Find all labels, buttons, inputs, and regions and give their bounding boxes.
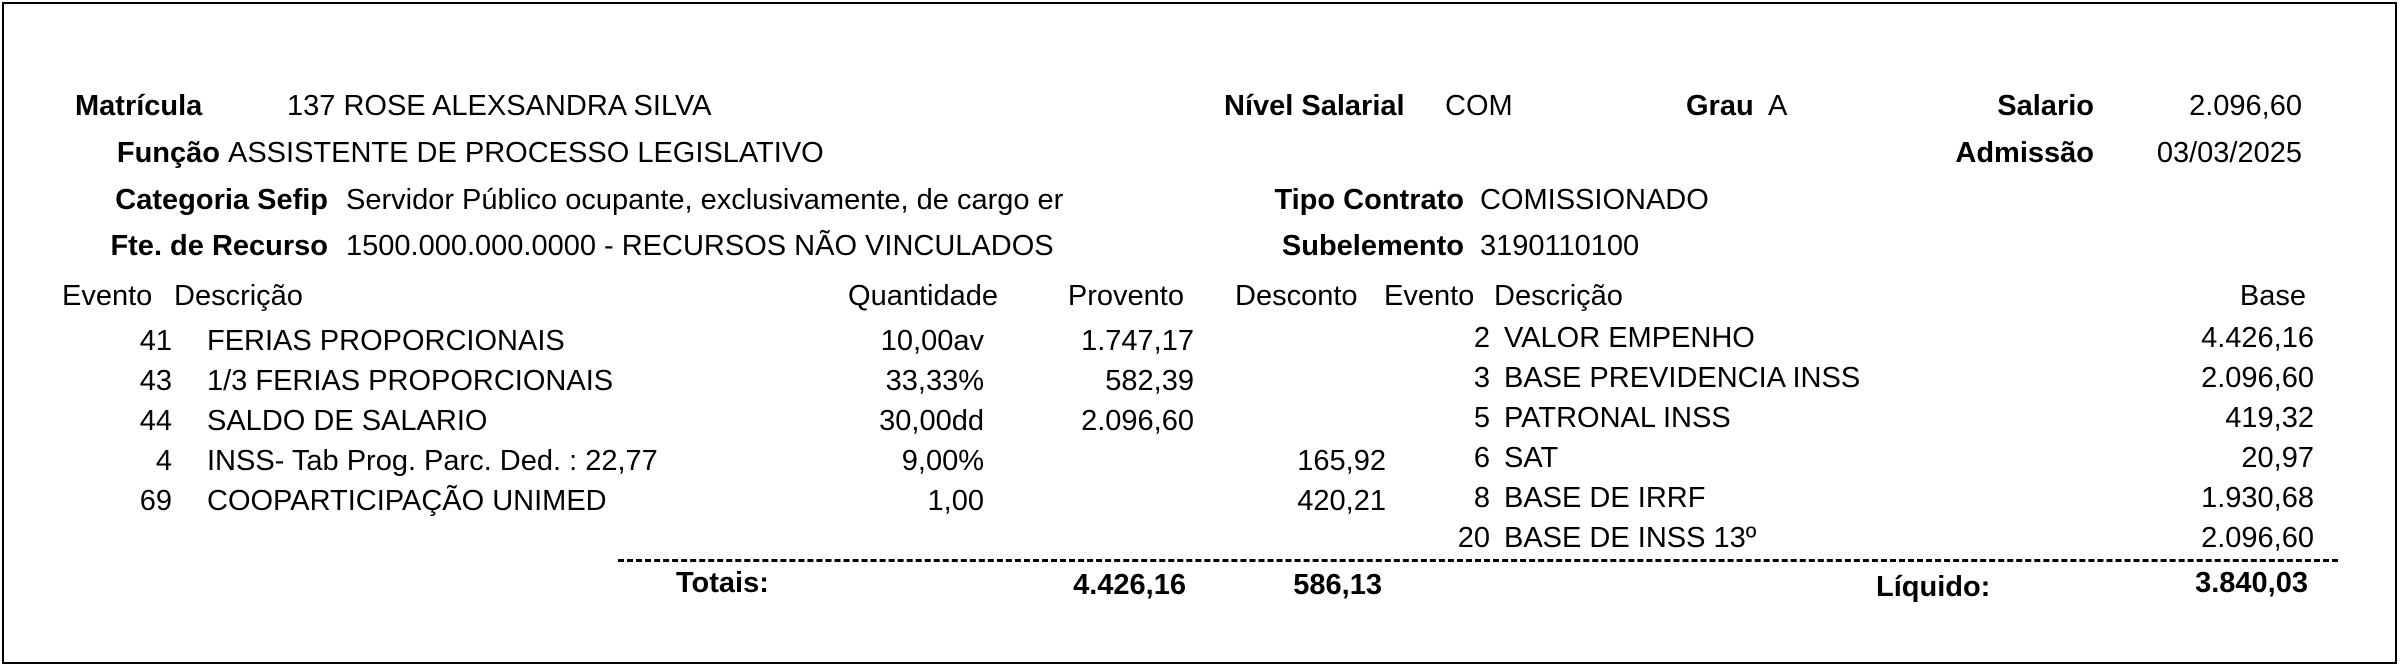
event-description: SALDO DE SALARIO [207, 405, 488, 437]
base-value: 2.096,60 [2201, 522, 2314, 554]
event-provento: 1.747,17 [1081, 325, 1194, 357]
fonte-recurso-value: 1500.000.000.0000 - RECURSOS NÃO VINCULADOS [346, 230, 1054, 262]
grau-label: Grau [1686, 90, 1754, 122]
col-provento: Provento [1067, 280, 1184, 312]
totals-desconto: 586,13 [1293, 569, 1382, 601]
base-code: 5 [1473, 402, 1490, 434]
tipo-contrato-value: COMISSIONADO [1480, 184, 1709, 216]
base-description: SAT [1504, 442, 1559, 474]
funcao-label: Função [116, 137, 220, 169]
base-code: 6 [1473, 442, 1490, 474]
event-quantity: 30,00dd [879, 405, 984, 437]
event-code: 41 [139, 325, 172, 357]
subelemento-label: Subelemento [1281, 230, 1464, 262]
col-desconto: Desconto [1235, 280, 1358, 312]
col-descricao: Descrição [174, 280, 303, 312]
col-base: Base [2239, 280, 2306, 312]
categoria-sefip-value: Servidor Público ocupante, exclusivamente, de cargo er [346, 184, 1064, 216]
col-quantidade: Quantidade [848, 280, 998, 312]
matricula-label: Matrícula [75, 90, 203, 122]
base-value: 419,32 [2225, 402, 2314, 434]
event-code: 43 [139, 365, 172, 397]
event-quantity: 33,33% [885, 365, 984, 397]
tipo-contrato-label: Tipo Contrato [1274, 184, 1464, 216]
base-description: BASE DE INSS 13º [1504, 522, 1757, 554]
funcao-value: ASSISTENTE DE PROCESSO LEGISLATIVO [228, 137, 824, 169]
col-evento: Evento [62, 280, 153, 312]
base-code: 3 [1473, 362, 1490, 394]
admissao-label: Admissão [1955, 137, 2094, 169]
event-code: 69 [139, 485, 172, 517]
event-quantity: 9,00% [901, 445, 984, 477]
base-code: 20 [1457, 522, 1490, 554]
event-description: COOPARTICIPAÇÃO UNIMED [207, 485, 607, 517]
base-value: 4.426,16 [2201, 322, 2314, 354]
admissao-value: 03/03/2025 [2156, 137, 2302, 169]
salario-value: 2.096,60 [2189, 90, 2302, 122]
col-evento-2: Evento [1384, 280, 1475, 312]
base-code: 8 [1473, 482, 1490, 514]
categoria-sefip-label: Categoria Sefip [115, 184, 328, 216]
base-value: 20,97 [2241, 442, 2314, 474]
event-quantity: 10,00av [880, 325, 984, 357]
salario-label: Salario [1997, 90, 2094, 122]
col-descricao-2: Descrição [1494, 280, 1623, 312]
event-quantity: 1,00 [927, 485, 984, 517]
totals-separator [618, 559, 2338, 562]
base-description: BASE DE IRRF [1504, 482, 1706, 514]
event-desconto: 165,92 [1297, 445, 1386, 477]
base-code: 2 [1473, 322, 1490, 354]
base-description: BASE PREVIDENCIA INSS [1504, 362, 1861, 394]
totals-label: Totais: [676, 567, 769, 599]
grau-value: A [1768, 90, 1788, 122]
base-description: PATRONAL INSS [1504, 402, 1731, 434]
event-code: 44 [139, 405, 172, 437]
base-description: VALOR EMPENHO [1504, 322, 1755, 354]
fonte-recurso-label: Fte. de Recurso [110, 230, 328, 262]
event-code: 4 [155, 445, 172, 477]
nivel-salarial-label: Nível Salarial [1224, 90, 1405, 122]
nivel-salarial-value: COM [1445, 90, 1513, 122]
totals-provento: 4.426,16 [1073, 569, 1186, 601]
base-value: 2.096,60 [2201, 362, 2314, 394]
event-description: FERIAS PROPORCIONAIS [207, 325, 565, 357]
matricula-value: 137 ROSE ALEXSANDRA SILVA [287, 90, 712, 122]
event-provento: 582,39 [1105, 365, 1194, 397]
base-value: 1.930,68 [2201, 482, 2314, 514]
event-description: 1/3 FERIAS PROPORCIONAIS [207, 365, 614, 397]
event-description: INSS- Tab Prog. Parc. Ded. : 22,77 [207, 445, 658, 477]
subelemento-value: 3190110100 [1480, 230, 1640, 262]
liquido-label: Líquido: [1876, 571, 1991, 603]
event-provento: 2.096,60 [1081, 405, 1194, 437]
event-desconto: 420,21 [1297, 485, 1386, 517]
liquido-value: 3.840,03 [2195, 567, 2308, 599]
